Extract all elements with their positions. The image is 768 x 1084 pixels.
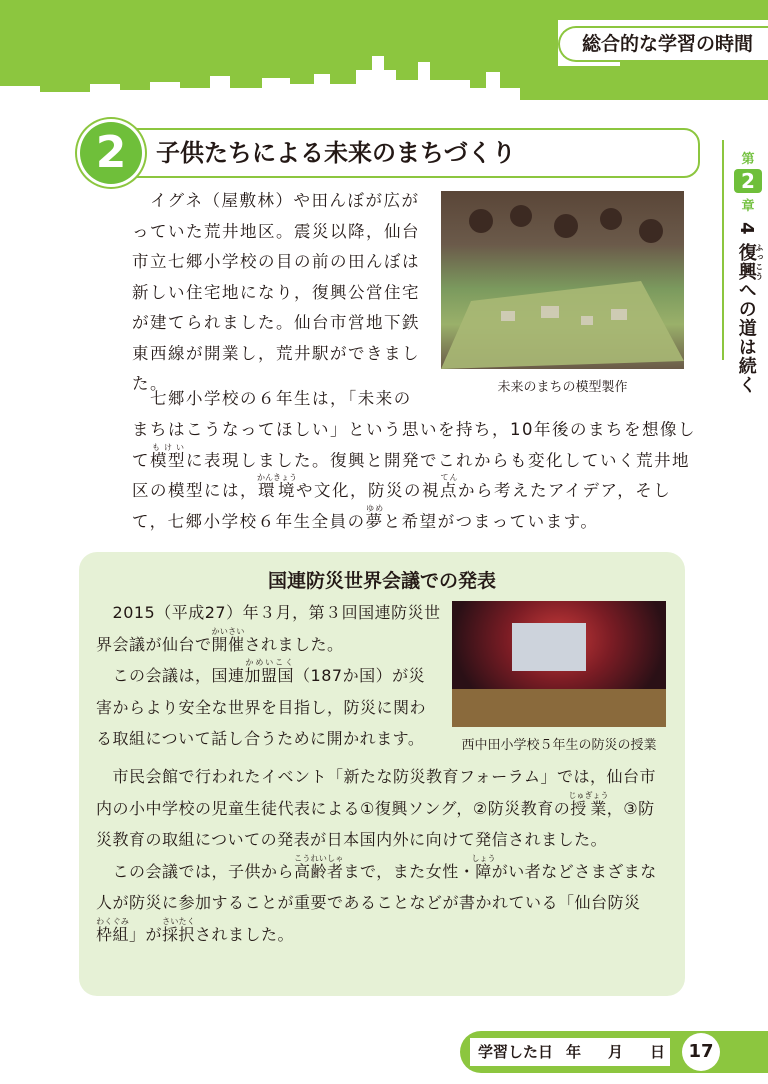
page-number: 17 [682, 1033, 720, 1071]
chapter-label-top: 第 [741, 152, 755, 167]
panel-paragraphs-3-4: 市民会館で行われたイベント「新たな防災教育フォーラム」では，仙台市内の小中学校の児童生徒代表による①復興ソング，②防災教育の授業じゅぎょう，③防災教育の取組についての発表が日本国内外に向けて発信されました。 この会議では，子供から高齢者こうれいしゃまで，また女性・障しょうがい者などさまざまな人が防災に参加することが重要であることなどが書かれている「仙台防災枠組わくぐみ」が採択さいたくされました。 [96, 767, 657, 944]
section-number-badge: 2 [80, 122, 142, 184]
stage-floor [452, 689, 666, 727]
class-photo-caption: 西中田小学校５年生の防災の授業 [461, 738, 657, 753]
section-title: 子供たちによる未来のまちづくり [156, 139, 516, 167]
projection-screen [512, 623, 586, 671]
month-label: 月 [608, 1043, 624, 1061]
panel-paragraphs-1-2: 2015（平成27）年３月，第３回国連防災世界会議が仙台で開催かいさいされました。 この会議は，国連加盟国かめいこく（187か国）が災害からより安全な世界を目指し，防災に関わる取組について話し合うために開かれます。 [96, 603, 441, 748]
chapter-side-index [728, 148, 768, 395]
model-photo-caption: 未来のまちの模型製作 [497, 380, 628, 395]
study-date-label: 学習した日 [478, 1043, 554, 1061]
chapter-number: 2 [734, 169, 762, 193]
chapter-title: 4 復興ふっこうへの道は続く [735, 222, 764, 395]
chapter-label-bottom: 章 [741, 199, 755, 214]
chapter-side-divider [722, 140, 724, 360]
subject-tab: 総合的な学習の時間 [558, 26, 768, 62]
disaster-class-photo [452, 601, 666, 727]
intro-paragraph-2-start: 七郷小学校の６年生は，「未来の [150, 389, 412, 408]
day-label: 日 [650, 1043, 666, 1061]
year-label: 年 [566, 1043, 582, 1061]
intro-paragraph-1: イグネ（屋敷林）や田んぼが広がっていた荒井地区。震災以降，仙台市立七郷小学校の目の前の田んぼは新しい住宅地になり，復興公営住宅が建てられました。仙台市営地下鉄東西線が開業し，荒井駅ができました。 [132, 191, 420, 393]
panel-title: 国連防災世界会議での発表 [267, 570, 496, 592]
intro-paragraph-2-cont: まちはこうなってほしい」という思いを持ち，10年後のまちを想像して模型もけいに表現しました。復興と開発でこれからも変化していく荒井地区の模型には，環境かんきょうや文化，防災の視点てんから考えたアイデア，そして，七郷小学校６年生全員の夢ゆめと希望がつまっています。 [132, 420, 696, 531]
study-date-box [470, 1038, 670, 1066]
model-making-photo [441, 191, 684, 369]
